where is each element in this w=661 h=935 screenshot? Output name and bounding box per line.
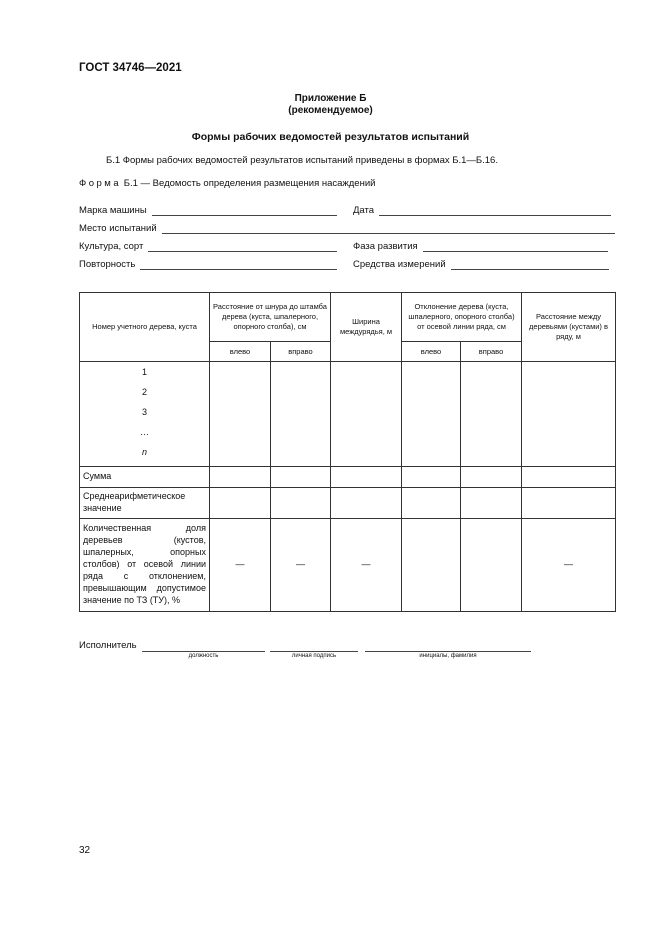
field-date [353,205,611,216]
table-cell[interactable] [271,362,331,467]
table-cell[interactable] [331,488,402,519]
initials-caption: инициалы, фамилия [419,653,477,659]
table-cell[interactable] [331,467,402,488]
form-caption: Б.1 — Ведомость определения размещения насаждений [123,178,376,189]
annex-type: (рекомендуемое) [288,105,373,116]
dash-cell: — [331,519,402,612]
table-cell[interactable] [210,467,271,488]
field-instruments-line[interactable] [451,260,609,270]
table-cell[interactable] [331,362,402,467]
field-phase [353,241,608,252]
standard-designation: ГОСТ 34746—2021 [79,62,182,74]
signature-label: Исполнитель [79,640,137,651]
table-cell[interactable] [402,467,461,488]
header-deviation-right: вправо [461,342,522,362]
initials-line[interactable] [365,651,531,652]
table-cell[interactable] [402,362,461,467]
header-distance: Расстояние от шнура до штамба дерева (куста, шпалерного, опорного столба), см [210,293,331,342]
position-caption: должность [188,653,219,659]
row-sum-label: Сумма [80,467,210,488]
table-cell[interactable] [461,467,522,488]
header-number: Номер учетного дерева, куста [80,293,210,362]
field-instruments-label: Средства измерений [353,259,446,270]
header-width: Ширина междурядья, м [331,293,402,362]
row-mean-label: Среднеарифметическое значение [80,488,210,519]
row-number: 1 [141,367,147,377]
header-spacing: Расстояние между деревьями (кустами) в ряду, м [522,293,616,362]
field-phase-label: Фаза развития [353,241,418,252]
row-number: n [141,447,147,457]
section-title: Формы рабочих ведомостей результатов испытаний [191,131,470,143]
field-place [79,223,615,234]
table-cell[interactable] [271,488,331,519]
field-machine [79,205,337,216]
page-number: 32 [79,845,91,856]
header-deviation: Отклонение дерева (куста, шпалерного, опорного столба) от осевой линии ряда, см [402,293,522,342]
table-row [80,488,616,519]
field-place-label: Место испытаний [79,223,157,234]
intro-paragraph: Б.1 Формы рабочих ведомостей результатов испытаний приведены в формах Б.1—Б.16. [106,155,498,166]
field-place-line[interactable] [162,224,615,234]
field-phase-line[interactable] [423,242,608,252]
table-cell[interactable] [522,362,616,467]
form-caption-line [79,178,375,189]
signature-caption: личная подпись [291,653,337,659]
annex-title: Приложение Б [294,93,367,104]
row-number: 2 [141,387,147,397]
field-repeat-label: Повторность [79,259,136,270]
table-cell[interactable] [522,488,616,519]
table-cell[interactable] [402,519,461,612]
dash-cell: — [271,519,331,612]
dash-cell: — [210,519,271,612]
table-row [80,362,616,467]
placement-table [79,292,616,612]
field-repeat [79,259,337,270]
field-crop [79,241,337,252]
field-date-line[interactable] [379,206,611,216]
dash-cell: — [522,519,616,612]
table-cell[interactable] [210,362,271,467]
field-instruments [353,259,609,270]
signature-line[interactable] [270,651,358,652]
table-cell[interactable] [461,362,522,467]
table-cell[interactable] [271,467,331,488]
field-machine-line[interactable] [152,206,337,216]
table-cell[interactable] [461,488,522,519]
table-row [80,519,616,612]
row-share-label: Количественная доля деревьев (кустов, шпалерных, опорных столбов) от осевой линии ряда с отклонением, превышающим допустимое значение по ТЗ (ТУ), % [80,519,210,612]
row-number: 3 [141,407,147,417]
field-crop-line[interactable] [148,242,337,252]
table-row [80,467,616,488]
header-distance-left: влево [210,342,271,362]
field-crop-label: Культура, сорт [79,241,144,252]
table-cell[interactable] [402,488,461,519]
header-distance-right: вправо [271,342,331,362]
row-numbers-cell [80,362,210,467]
table-cell[interactable] [210,488,271,519]
position-line[interactable] [142,651,265,652]
row-number: … [140,427,149,437]
field-repeat-line[interactable] [140,260,337,270]
table-cell[interactable] [522,467,616,488]
header-deviation-left: влево [402,342,461,362]
field-date-label: Дата [353,205,375,216]
field-machine-label: Марка машины [79,205,147,216]
form-word: Форма [79,178,122,189]
table-cell[interactable] [461,519,522,612]
